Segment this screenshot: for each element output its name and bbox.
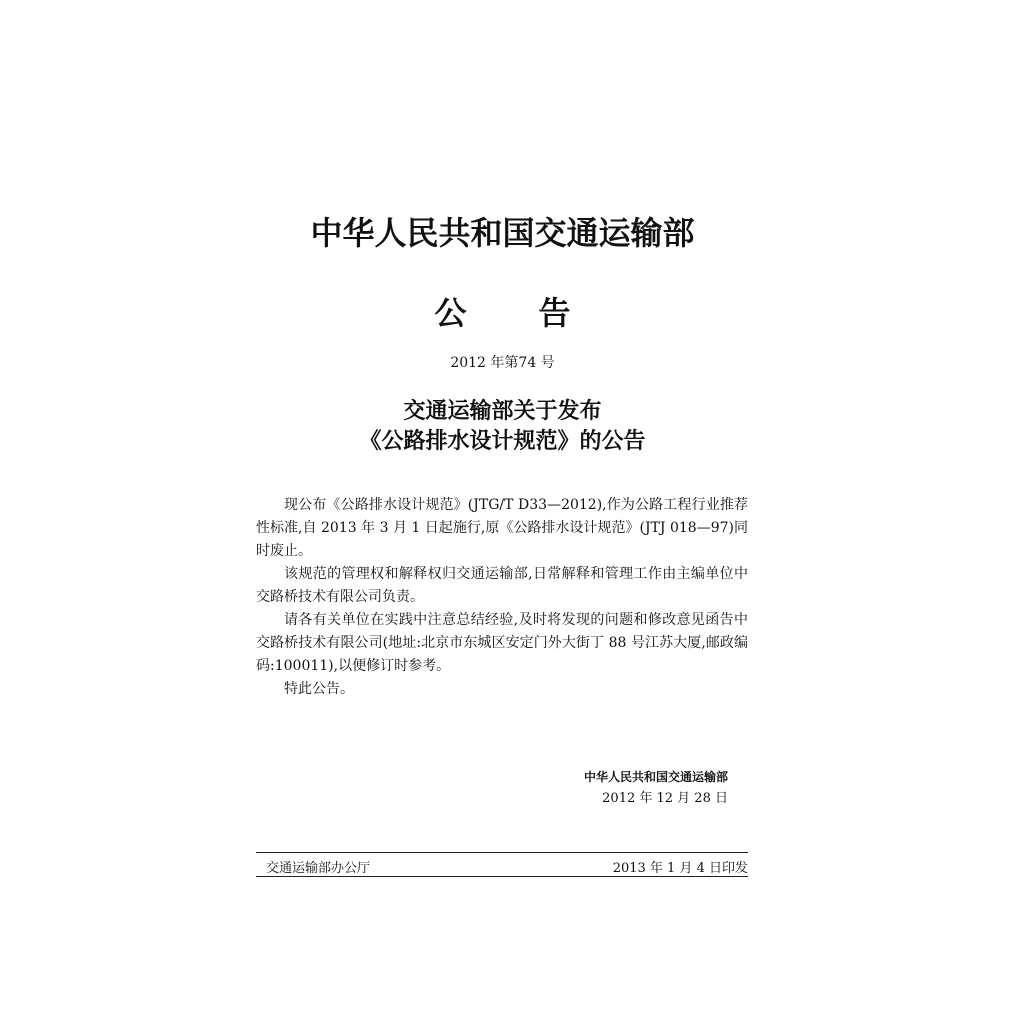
notice-title: 公告 — [434, 294, 643, 332]
body-paragraph: 特此公告。 — [284, 681, 354, 697]
footer-print-date: 2013 年 1 月 4 日印发 — [612, 861, 748, 876]
signature-date: 2012 年 12 月 28 日 — [602, 791, 728, 806]
body-paragraph: 现公布《公路排水设计规范》(JTG/T D33—2012),作为公路工程行业推荐性标准,自 2013 年 3 月 1 日起施行,原《公路排水设计规范》(JTJ 018—97)同时废止。 — [256, 497, 748, 559]
signature-organization: 中华人民共和国交通运输部 — [583, 770, 728, 784]
notice-body — [256, 494, 748, 701]
subject-line-2: 《公路排水设计规范》的公告 — [359, 428, 646, 454]
ministry-title: 中华人民共和国交通运输部 — [310, 214, 695, 252]
body-paragraph: 请各有关单位在实践中注意总结经验,及时将发现的问题和修改意见函告中交路桥技术有限公司(地址:北京市东城区安定门外大街丁 88 号江苏大厦,邮政编码:100011),以便修订时参考。 — [256, 612, 748, 674]
signature-block — [520, 766, 728, 810]
notice-subject — [250, 396, 755, 456]
subject-line-1: 交通运输部关于发布 — [403, 398, 602, 424]
footer-divider-bottom — [256, 876, 748, 877]
footer-divider-top — [256, 852, 748, 853]
body-paragraph: 该规范的管理权和解释权归交通运输部,日常解释和管理工作由主编单位中交路桥技术有限公司负责。 — [256, 566, 748, 605]
notice-number: 2012 年第74 号 — [450, 355, 555, 371]
footer-issuer: 交通运输部办公厅 — [266, 861, 371, 876]
